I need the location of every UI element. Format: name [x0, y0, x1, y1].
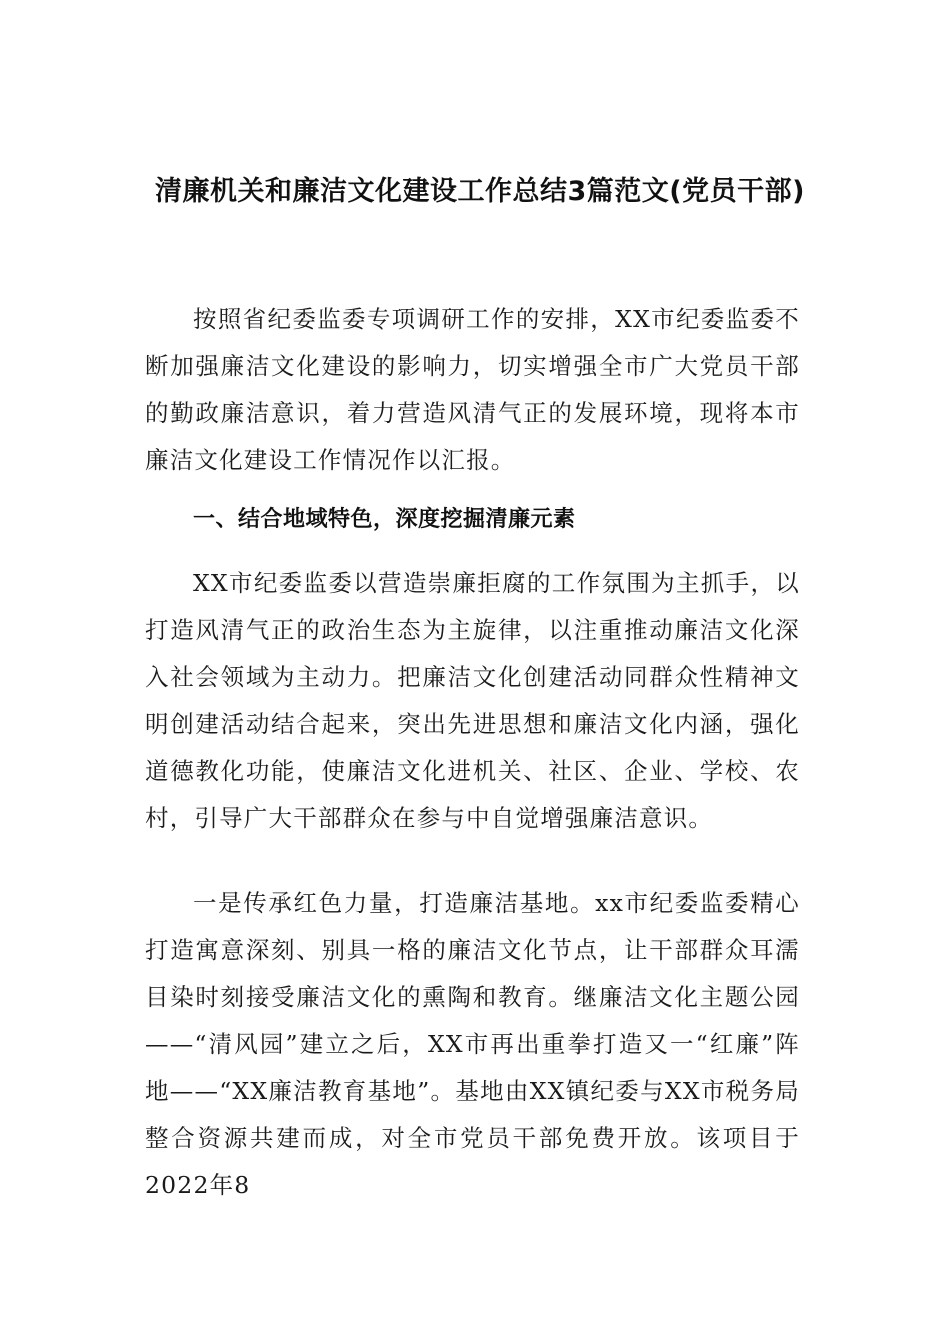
document-title: 清廉机关和廉洁文化建设工作总结3篇范文(党员干部)	[155, 176, 805, 207]
section-paragraph: XX市纪委监委以营造崇廉拒腐的工作氛围为主抓手，以打造风清气正的政治生态为主旋律，以注重推动廉洁文化深入社会领域为主动力。把廉洁文化创建活动同群众性精神文明创建活动结合起来，突出先进思想和廉洁文化内涵，强化道德教化功能，使廉洁文化进机关、社区、企业、学校、农村，引导广大干部群众在参与中自觉增强廉洁意识。	[145, 569, 800, 832]
intro-paragraph: 按照省纪委监委专项调研工作的安排，XX市纪委监委不断加强廉洁文化建设的影响力，切实增强全市广大党员干部的勤政廉洁意识，着力营造风清气正的发展环境，现将本市廉洁文化建设工作情况作以汇报。	[145, 305, 800, 474]
section-paragraph-continued: 一是传承红色力量，打造廉洁基地。xx市纪委监委精心打造寓意深刻、别具一格的廉洁文化节点，让干部群众耳濡目染时刻接受廉洁文化的熏陶和教育。继廉洁文化主题公园——“清风园”建立之后，XX市再出重拳打造又一“红廉”阵地——“XX廉洁教育基地”。基地由XX镇纪委与XX市税务局整合资源共建而成，对全市党员干部免费开放。该项目于2022年8	[145, 889, 800, 1199]
section-heading: 一、结合地域特色，深度挖掘清廉元素	[193, 507, 576, 532]
